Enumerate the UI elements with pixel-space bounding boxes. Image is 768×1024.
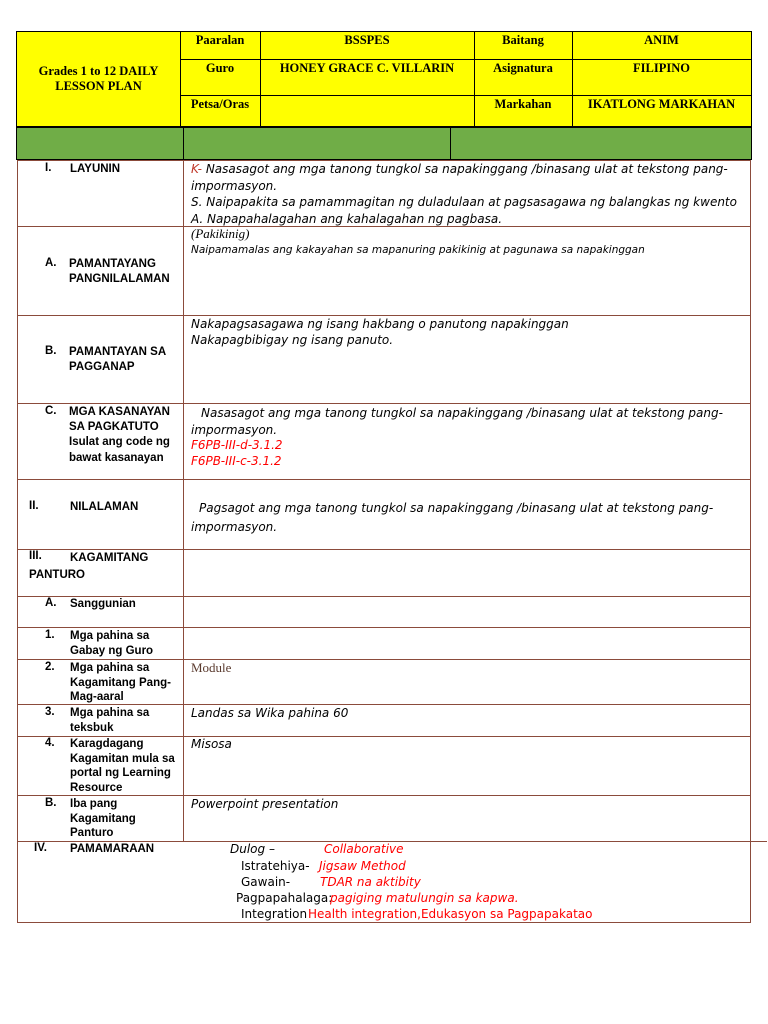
- pakikinig-heading: (Pakikinig): [191, 226, 250, 241]
- kasanayan-code-1: F6PB-III-d-3.1.2: [191, 438, 283, 452]
- paaralan-label: Paaralan: [195, 33, 245, 47]
- layunin-content: [191, 161, 741, 227]
- karagdagang-label: Karagdagang Kagamitan mula sa portal ng Learning Resource: [70, 738, 175, 794]
- pang-mag-aaral-value: Module: [191, 660, 232, 675]
- pamantayang-number: A.: [45, 257, 57, 269]
- kasanayan-text: Nasasagot ang mga tanong tungkol sa napakinggang /binasang ulat at tekstong pang-impormasyon.: [191, 406, 723, 437]
- layunin-k: Nasasagot ang mga tanong tungkol sa napakinggang /binasang ulat at tekstong pang-impormasyon.: [191, 162, 728, 193]
- teksbuk-value: Landas sa Wika pahina 60: [191, 706, 349, 720]
- iba-pang-value: Powerpoint presentation: [191, 797, 339, 811]
- layunin-s: S. Naipapakita sa pamammagitan ng duladulaan at pagsasagawa ng balangkas ng kwento: [191, 195, 737, 209]
- istratehiya-value: Jigsaw Method: [319, 859, 406, 873]
- gabay-label: Mga pahina sa Gabay ng Guro: [70, 630, 154, 657]
- integration-value: Health integration,Edukasyon sa Pagpapakatao: [308, 907, 593, 921]
- baitang-value: ANIM: [644, 33, 679, 47]
- baitang-label: Baitang: [502, 33, 544, 47]
- nilalaman-text: Pagsagot ang mga tanong tungkol sa napakinggang /binasang ulat at tekstong pang-impormasyon.: [191, 501, 714, 534]
- guro-label: Guro: [205, 61, 235, 75]
- kagamitang-number: III.: [29, 550, 42, 562]
- pamamaraan-number: IV.: [34, 842, 48, 854]
- lesson-table: [17, 160, 751, 923]
- markahan-value: IKATLONG MARKAHAN: [587, 97, 736, 111]
- integration-label: Integration: [241, 907, 308, 921]
- pagganap-line2: Nakapagbibigay ng isang panuto.: [191, 333, 394, 347]
- pang-mag-aaral-number: 2.: [45, 661, 55, 673]
- header-table: [16, 31, 752, 127]
- sanggunian-label: Sanggunian: [70, 598, 136, 610]
- iba-pang-number: B.: [45, 797, 57, 809]
- pagganap-line1: Nakapagsasagawa ng isang hakbang o panutong napakinggan: [191, 317, 569, 331]
- pang-mag-aaral-label: Mga pahina sa Kagamitang Pang-Mag-aaral: [70, 662, 171, 703]
- pamantayang-text: Naipamamalas ang kakayahan sa mapanuring pakikinig at pagunawa sa napakinggan: [191, 244, 645, 256]
- paaralan-value: BSSPES: [344, 33, 390, 47]
- kasanayan-number: C.: [45, 405, 57, 417]
- iba-pang-label: Iba pang Kagamitang Panturo: [70, 798, 136, 839]
- karagdagang-number: 4.: [45, 737, 55, 749]
- pagganap-number: B.: [45, 345, 57, 357]
- markahan-label: Markahan: [494, 97, 552, 111]
- kasanayan-label: MGA KASANAYAN SA PAGKATUTO: [69, 406, 170, 433]
- layunin-label: LAYUNIN: [70, 163, 121, 175]
- gawain-value: TDAR na aktibity: [320, 875, 421, 889]
- column-header-band: [16, 127, 752, 160]
- guro-value: HONEY GRACE C. VILLARIN: [279, 61, 455, 75]
- kasanayan-sublabel: Isulat ang code ng bawat kasanayan: [69, 436, 170, 464]
- gawain-label: Gawain-: [241, 875, 291, 889]
- k-prefix: K-: [191, 162, 202, 176]
- layunin-a: A. Napapahalagahan ang kahalagahan ng pagbasa.: [191, 211, 503, 226]
- gabay-number: 1.: [45, 629, 55, 641]
- teksbuk-number: 3.: [45, 706, 55, 718]
- lesson-plan-title: Grades 1 to 12 DAILY LESSON PLAN: [38, 64, 159, 93]
- teksbuk-label: Mga pahina sa teksbuk: [70, 707, 150, 734]
- petsa-label: Petsa/Oras: [190, 97, 250, 111]
- dulog-value: Collaborative: [324, 842, 404, 856]
- nilalaman-number: II.: [29, 500, 39, 512]
- pamamaraan-label: PAMAMARAAN: [70, 843, 155, 855]
- asignatura-value: FILIPINO: [633, 61, 690, 75]
- dulog-label: Dulog –: [230, 842, 275, 856]
- karagdagang-value: Misosa: [191, 737, 232, 751]
- pamantayang-label: PAMANTAYANG PANGNILALAMAN: [69, 258, 170, 285]
- istratehiya-label: Istratehiya-: [241, 859, 310, 873]
- asignatura-label: Asignatura: [493, 61, 553, 75]
- nilalaman-label: NILALAMAN: [70, 501, 139, 513]
- kasanayan-code-2: F6PB-III-c-3.1.2: [191, 454, 282, 468]
- sanggunian-number: A.: [45, 597, 57, 609]
- pagpapahalaga-label: Pagpapahalaga:: [236, 891, 333, 905]
- kagamitang-label: KAGAMITANG PANTURO: [29, 552, 149, 581]
- layunin-number: I.: [45, 162, 52, 174]
- pagganap-label: PAMANTAYAN SA PAGGANAP: [69, 346, 166, 373]
- pagpapahalaga-value: pagiging matulungin sa kapwa.: [330, 891, 519, 905]
